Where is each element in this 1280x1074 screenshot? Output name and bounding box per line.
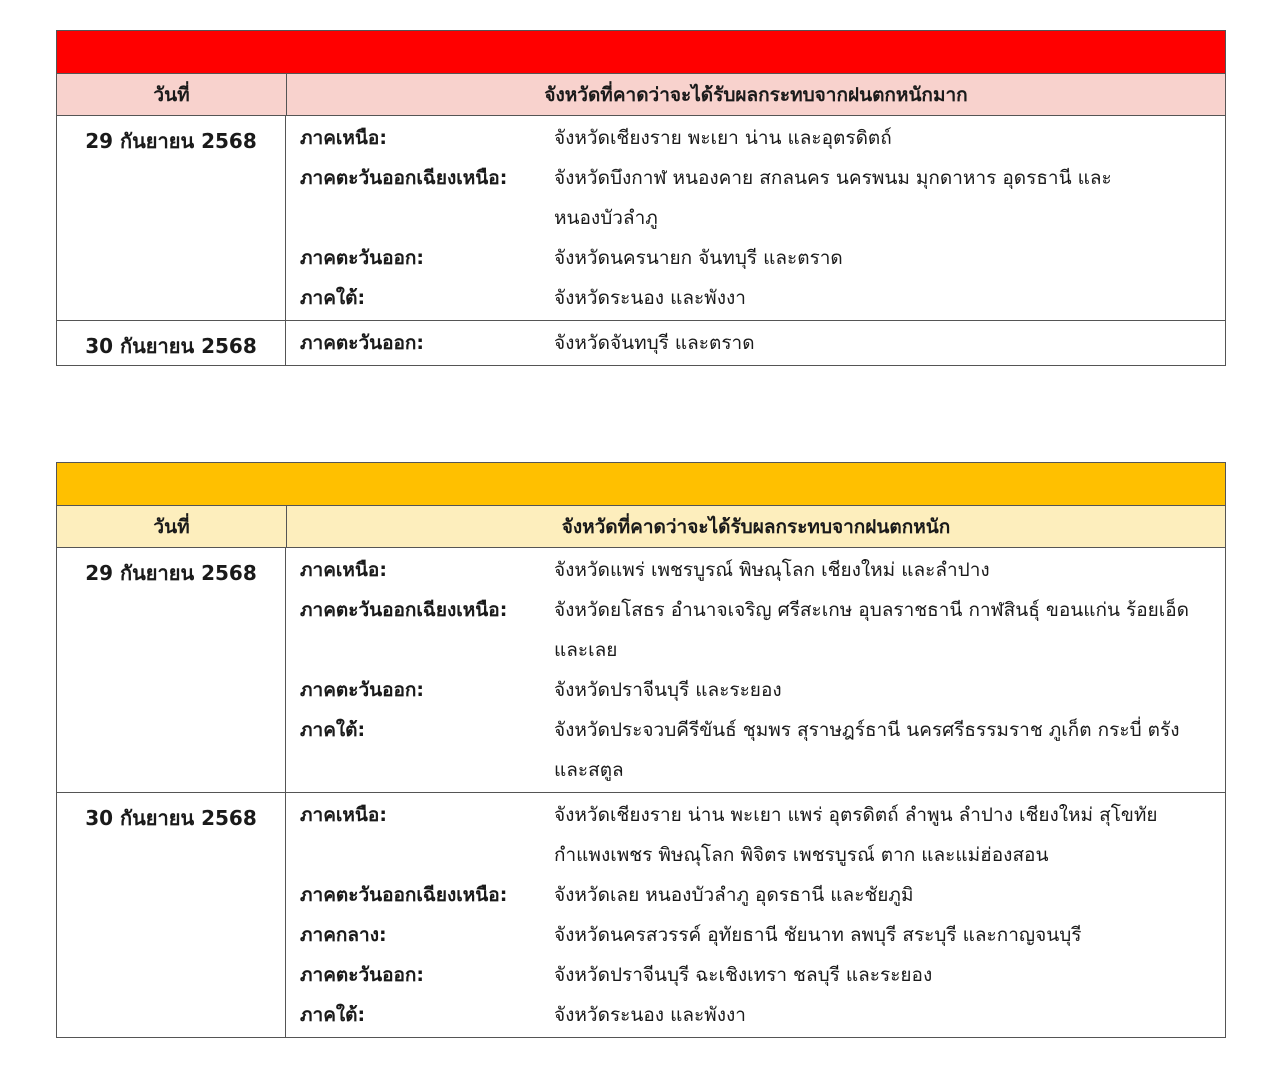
region-row: [286, 323, 1225, 363]
region-row: [286, 875, 1225, 915]
date-cell: 30 กันยายน 2568: [57, 793, 286, 1037]
province-list: จังหวัดจันทบุรี และตราด: [554, 332, 755, 354]
date-column-header: วันที่: [57, 74, 287, 115]
date-group: [57, 116, 1225, 321]
date-group: [57, 548, 1225, 793]
date-group: [57, 321, 1225, 365]
province-list: จังหวัดนครนายก จันทบุรี และตราด: [554, 247, 843, 269]
date-cell: 29 กันยายน 2568: [57, 548, 286, 792]
province-list: จังหวัดเชียงราย น่าน พะเยา แพร่ อุตรดิตถ์ ลำพูน ลำปาง เชียงใหม่ สุโขทัย กำแพงเพชร พิษณุโลก พิจิตร เพชรบูรณ์ ตาก และแม่ฮ่องสอน: [554, 804, 1158, 866]
region-row: [286, 795, 1225, 875]
region-label: ภาคเหนือ:: [300, 804, 387, 826]
province-list: จังหวัดประจวบคีรีขันธ์ ชุมพร สุราษฎร์ธานี นครศรีธรรมราช ภูเก็ต กระบี่ ตรัง และสตูล: [554, 719, 1180, 781]
table-header: [57, 74, 1225, 116]
province-list: จังหวัดบึงกาฬ หนองคาย สกลนคร นครพนม มุกดาหาร อุดรธานี และหนองบัวลำภู: [554, 167, 1112, 229]
region-label: ภาคตะวันออก:: [300, 247, 425, 269]
province-list: จังหวัดระนอง และพังงา: [554, 1004, 746, 1026]
very-heavy-rain-table: [56, 30, 1226, 366]
region-row: [286, 710, 1225, 790]
region-label: ภาคใต้:: [300, 719, 366, 741]
red-warning-banner: [57, 31, 1225, 74]
region-label: ภาคตะวันออกเฉียงเหนือ:: [300, 884, 508, 906]
province-list: จังหวัดยโสธร อำนาจเจริญ ศรีสะเกษ อุบลราชธานี กาฬสินธุ์ ขอนแก่น ร้อยเอ็ด และเลย: [554, 599, 1189, 661]
provinces-column-header: จังหวัดที่คาดว่าจะได้รับผลกระทบจากฝนตกหนักมาก: [544, 83, 968, 106]
date-cell: 29 กันยายน 2568: [57, 116, 286, 320]
region-label: ภาคตะวันออก:: [300, 964, 425, 986]
region-label: ภาคใต้:: [300, 287, 366, 309]
region-row: [286, 670, 1225, 710]
province-list: จังหวัดปราจีนบุรี ฉะเชิงเทรา ชลบุรี และระยอง: [554, 964, 933, 986]
provinces-column-header: จังหวัดที่คาดว่าจะได้รับผลกระทบจากฝนตกหนัก: [561, 515, 951, 538]
yellow-warning-banner: [57, 463, 1225, 506]
region-label: ภาคตะวันออกเฉียงเหนือ:: [300, 599, 508, 621]
region-label: ภาคตะวันออก:: [300, 679, 425, 701]
region-row: [286, 278, 1225, 318]
province-list: จังหวัดนครสวรรค์ อุทัยธานี ชัยนาท ลพบุรี สระบุรี และกาญจนบุรี: [554, 924, 1082, 946]
region-row: [286, 995, 1225, 1035]
region-label: ภาคตะวันออกเฉียงเหนือ:: [300, 167, 508, 189]
region-row: [286, 118, 1225, 158]
region-label: ภาคใต้:: [300, 1004, 366, 1026]
region-label: ภาคกลาง:: [300, 924, 387, 946]
heavy-rain-table: [56, 462, 1226, 1038]
region-row: [286, 238, 1225, 278]
province-list: จังหวัดเลย หนองบัวลำภู อุดรธานี และชัยภูมิ: [554, 884, 914, 906]
table-header: [57, 506, 1225, 548]
province-list: จังหวัดเชียงราย พะเยา น่าน และอุตรดิตถ์: [554, 127, 892, 149]
region-label: ภาคตะวันออก:: [300, 332, 425, 354]
date-cell: 30 กันยายน 2568: [57, 321, 286, 365]
region-row: [286, 590, 1225, 670]
region-row: [286, 550, 1225, 590]
date-group: [57, 793, 1225, 1037]
province-list: จังหวัดแพร่ เพชรบูรณ์ พิษณุโลก เชียงใหม่ และลำปาง: [554, 559, 990, 581]
region-label: ภาคเหนือ:: [300, 127, 387, 149]
region-row: [286, 955, 1225, 995]
region-label: ภาคเหนือ:: [300, 559, 387, 581]
province-list: จังหวัดระนอง และพังงา: [554, 287, 746, 309]
date-column-header: วันที่: [57, 506, 287, 547]
province-list: จังหวัดปราจีนบุรี และระยอง: [554, 679, 782, 701]
region-row: [286, 915, 1225, 955]
region-row: [286, 158, 1225, 238]
